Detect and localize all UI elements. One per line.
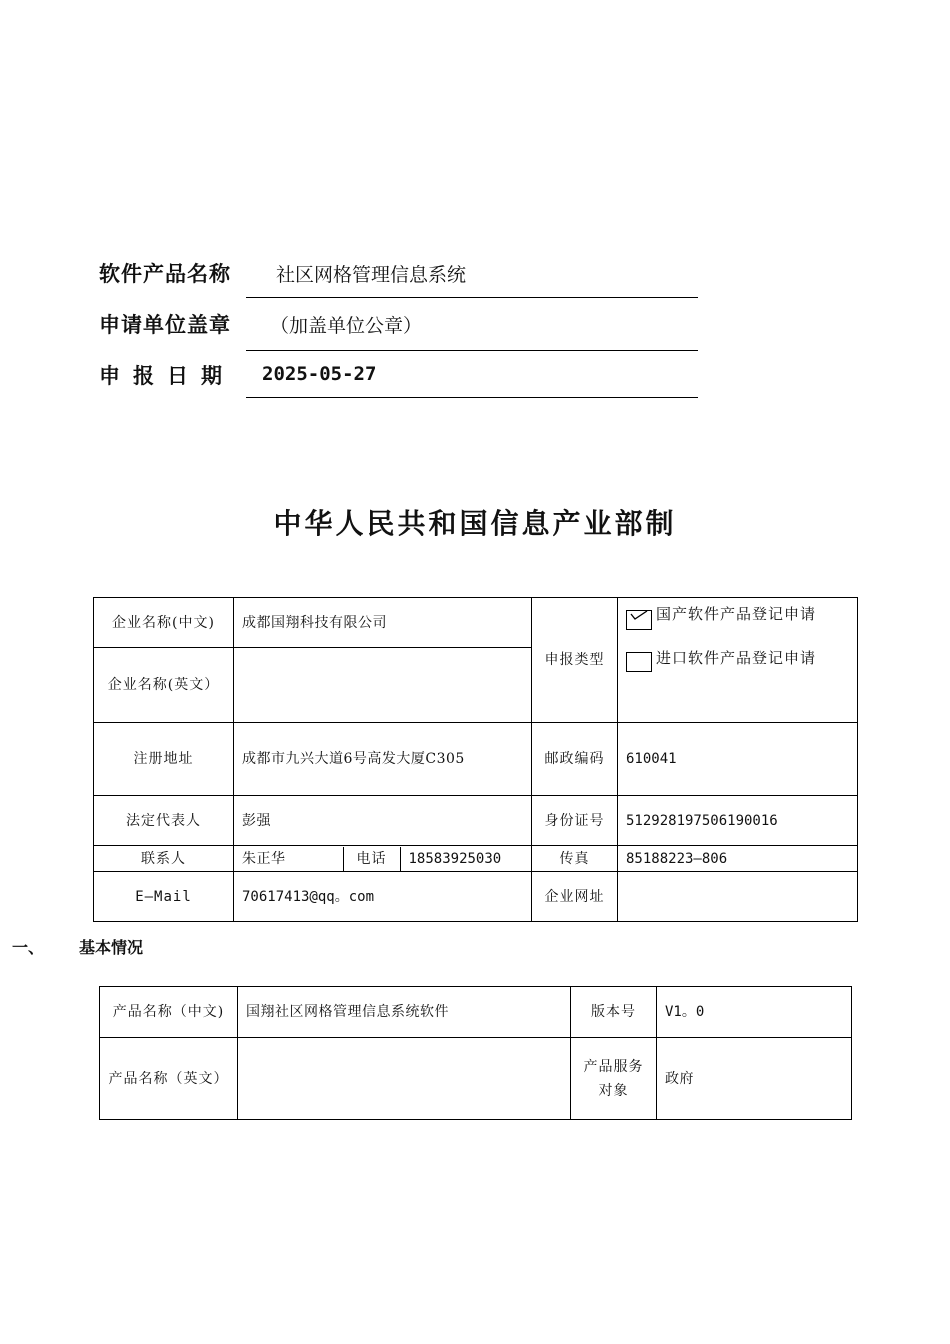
- contact-value: 朱正华: [234, 847, 343, 871]
- option-import[interactable]: [622, 642, 853, 682]
- company-name-en-value: [234, 648, 532, 723]
- section-title: 基本情况: [79, 938, 144, 957]
- service-value: 政府: [657, 1038, 852, 1120]
- checkmark-icon: [627, 611, 651, 629]
- product-name-value: 社区网格管理信息系统: [276, 264, 467, 286]
- contact-phone-cell: [234, 846, 532, 872]
- date-value: 2025-05-27: [262, 363, 377, 385]
- option-domestic-label: 国产软件产品登记申请: [656, 605, 817, 623]
- seal-label: 申请单位盖章: [99, 313, 231, 337]
- company-name-en-label: 企业名称(英文）: [94, 648, 234, 723]
- id-label: 身份证号: [532, 796, 618, 846]
- product-name-en-value: [238, 1038, 571, 1120]
- company-table: [93, 597, 858, 922]
- version-value: V1。0: [657, 987, 852, 1038]
- contact-label: 联系人: [94, 846, 234, 872]
- phone-label: 电话: [343, 847, 400, 871]
- seal-value: （加盖单位公章）: [270, 315, 423, 337]
- postcode-label: 邮政编码: [532, 723, 618, 796]
- option-import-label: 进口软件产品登记申请: [656, 649, 817, 667]
- page-title: 中华人民共和国信息产业部制: [273, 507, 677, 540]
- checkbox-import[interactable]: [626, 652, 652, 672]
- website-value: [618, 872, 858, 922]
- legal-rep-label: 法定代表人: [94, 796, 234, 846]
- product-name-cn-value: 国翔社区网格管理信息系统软件: [238, 987, 571, 1038]
- service-label: 产品服务对象: [571, 1038, 657, 1120]
- product-name-label: 软件产品名称: [99, 262, 231, 286]
- section-heading: [12, 935, 143, 958]
- apply-type-label: 申报类型: [532, 598, 618, 723]
- id-value: 512928197506190016: [618, 796, 858, 846]
- product-name-cn-label: 产品名称（中文): [100, 987, 238, 1038]
- company-name-cn-label: 企业名称(中文): [94, 598, 234, 648]
- section-number: 一、: [12, 938, 45, 957]
- fax-value: 85188223—806: [618, 846, 858, 872]
- address-value: 成都市九兴大道6号高发大厦C305: [234, 723, 532, 796]
- product-name-underline: [246, 297, 698, 298]
- option-domestic[interactable]: [622, 602, 853, 642]
- fax-label: 传真: [532, 846, 618, 872]
- product-name-en-label: 产品名称（英文）: [100, 1038, 238, 1120]
- date-underline: [246, 397, 698, 398]
- email-label: E—Mail: [94, 872, 234, 922]
- company-name-cn-value: 成都国翔科技有限公司: [234, 598, 532, 648]
- date-label: 申报日期: [99, 364, 235, 388]
- email-value: 70617413@qq。com: [234, 872, 532, 922]
- legal-rep-value: 彭强: [234, 796, 532, 846]
- checkbox-domestic[interactable]: [626, 610, 652, 630]
- postcode-value: 610041: [618, 723, 858, 796]
- product-table: [99, 986, 852, 1120]
- address-label: 注册地址: [94, 723, 234, 796]
- apply-type-options: [618, 598, 858, 723]
- version-label: 版本号: [571, 987, 657, 1038]
- website-label: 企业网址: [532, 872, 618, 922]
- seal-underline: [246, 350, 698, 351]
- phone-value: 18583925030: [408, 850, 502, 867]
